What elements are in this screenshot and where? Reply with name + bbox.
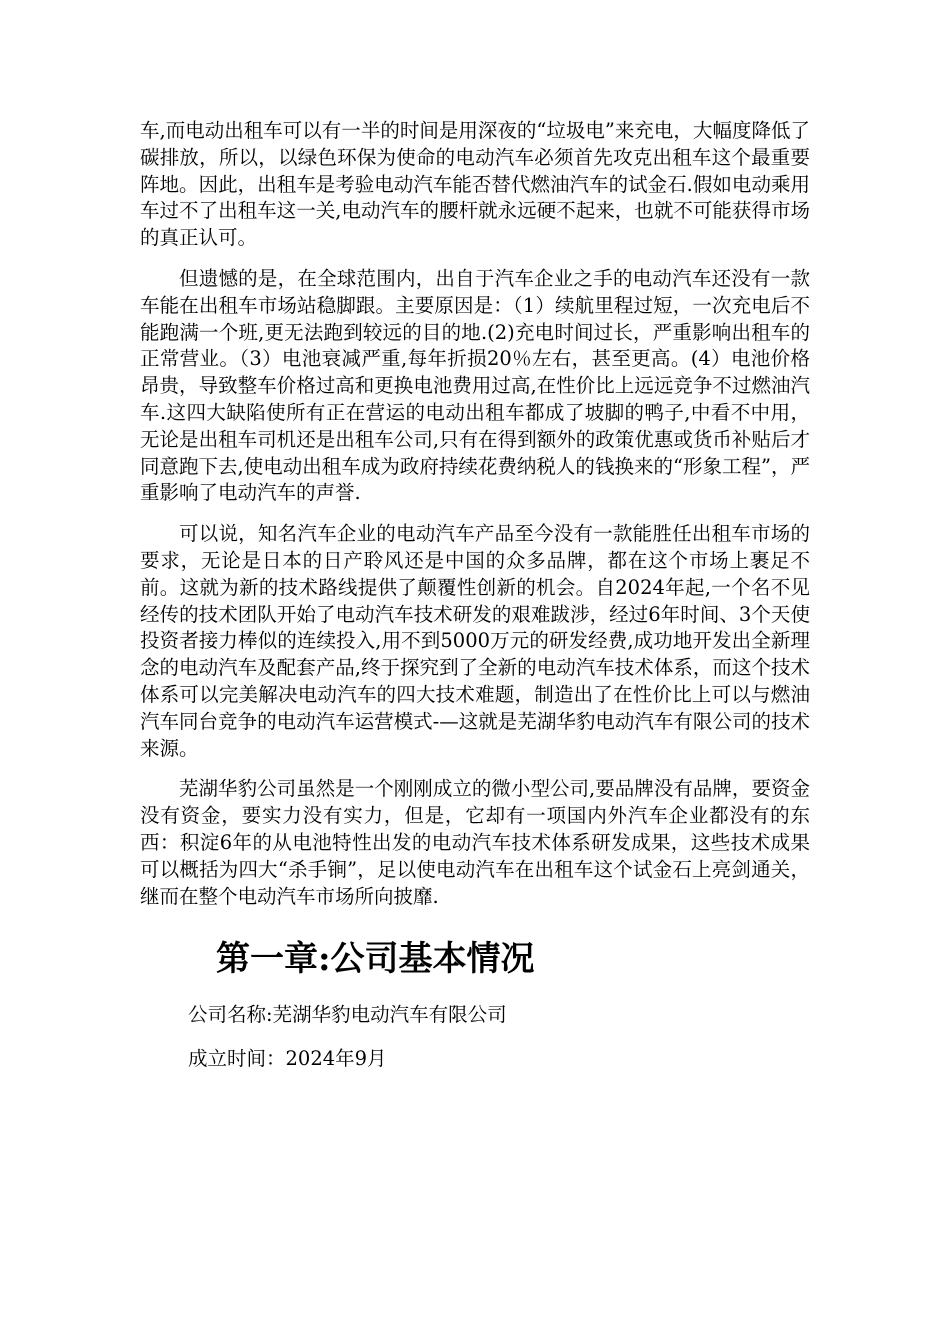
document-page — [140, 118, 810, 1090]
paragraph-1: 车,而电动出租车可以有一半的时间是用深夜的“垃圾电”来充电，大幅度降低了碳排放，所以，以绿色环保为使命的电动汽车必须首先攻克出租车这个最重要阵地。因此，出租车是考验电动汽车能否替代燃油汽车的试金石.假如电动乘用车过不了出租车这一关,电动汽车的腰杆就永远硬不起来，也就不可能获得市场的真正认可。 — [140, 119, 810, 250]
paragraph-2: 但遗憾的是，在全球范围内，出自于汽车企业之手的电动汽车还没有一款车能在出租车市场站稳脚跟。主要原因是：（1）续航里程过短，一次充电后不能跑满一个班,更无法跑到较远的目的地.(2)充电时间过长，严重影响出租车的正常营业。（3）电池衰减严重,每年折损20％左右，甚至更高。(4）电池价格昂贵，导致整车价格过高和更换电池费用过高,在性价比上远远竞争不过燃油汽车.这四大缺陷使所有正在营运的电动出租车都成了坡脚的鸭子,中看不中用，无论是出租车司机还是出租车公司,只有在得到额外的政策优惠或货币补贴后才同意跑下去,使电动出租车成为政府持续花费纳税人的钱换来的“形象工程”，严重影响了电动汽车的声誉. — [140, 266, 810, 505]
chapter-title: 第一章:公司基本情况 — [216, 939, 535, 980]
paragraph-4: 芜湖华豹公司虽然是一个刚刚成立的微小型公司,要品牌没有品牌，要资金没有资金，要实力没有实力，但是，它却有一项国内外汽车企业都没有的东西：积淀6年的从电池特性出发的电动汽车技术体系研发成果，这些技术成果可以概括为四大“杀手锏”，足以使电动汽车在出租车这个试金石上亮剑通关，继而在整个电动汽车市场所向披靡. — [140, 777, 810, 908]
founded-date-line: 成立时间：2024年9月 — [188, 1047, 387, 1071]
paragraph-3: 可以说，知名汽车企业的电动汽车产品至今没有一款能胜任出租车市场的要求，无论是日本的日产聆风还是中国的众多品牌，都在这个市场上裹足不前。这就为新的技术路线提供了颠覆性创新的机会。自2024年起,一个名不见经传的技术团队开始了电动汽车技术研发的艰难跋涉，经过6年时间、3个天使投资者接力棒似的连续投入,用不到5000万元的研发经费,成功地开发出全新理念的电动汽车及配套产品,终于探究到了全新的电动汽车技术体系，而这个技术体系可以完美解决电动汽车的四大技术难题，制造出了在性价比上可以与燃油汽车同台竞争的电动汽车运营模式-—这就是芜湖华豹电动汽车有限公司的技术来源。 — [140, 522, 810, 760]
company-name-line: 公司名称:芜湖华豹电动汽车有限公司 — [188, 1003, 507, 1027]
